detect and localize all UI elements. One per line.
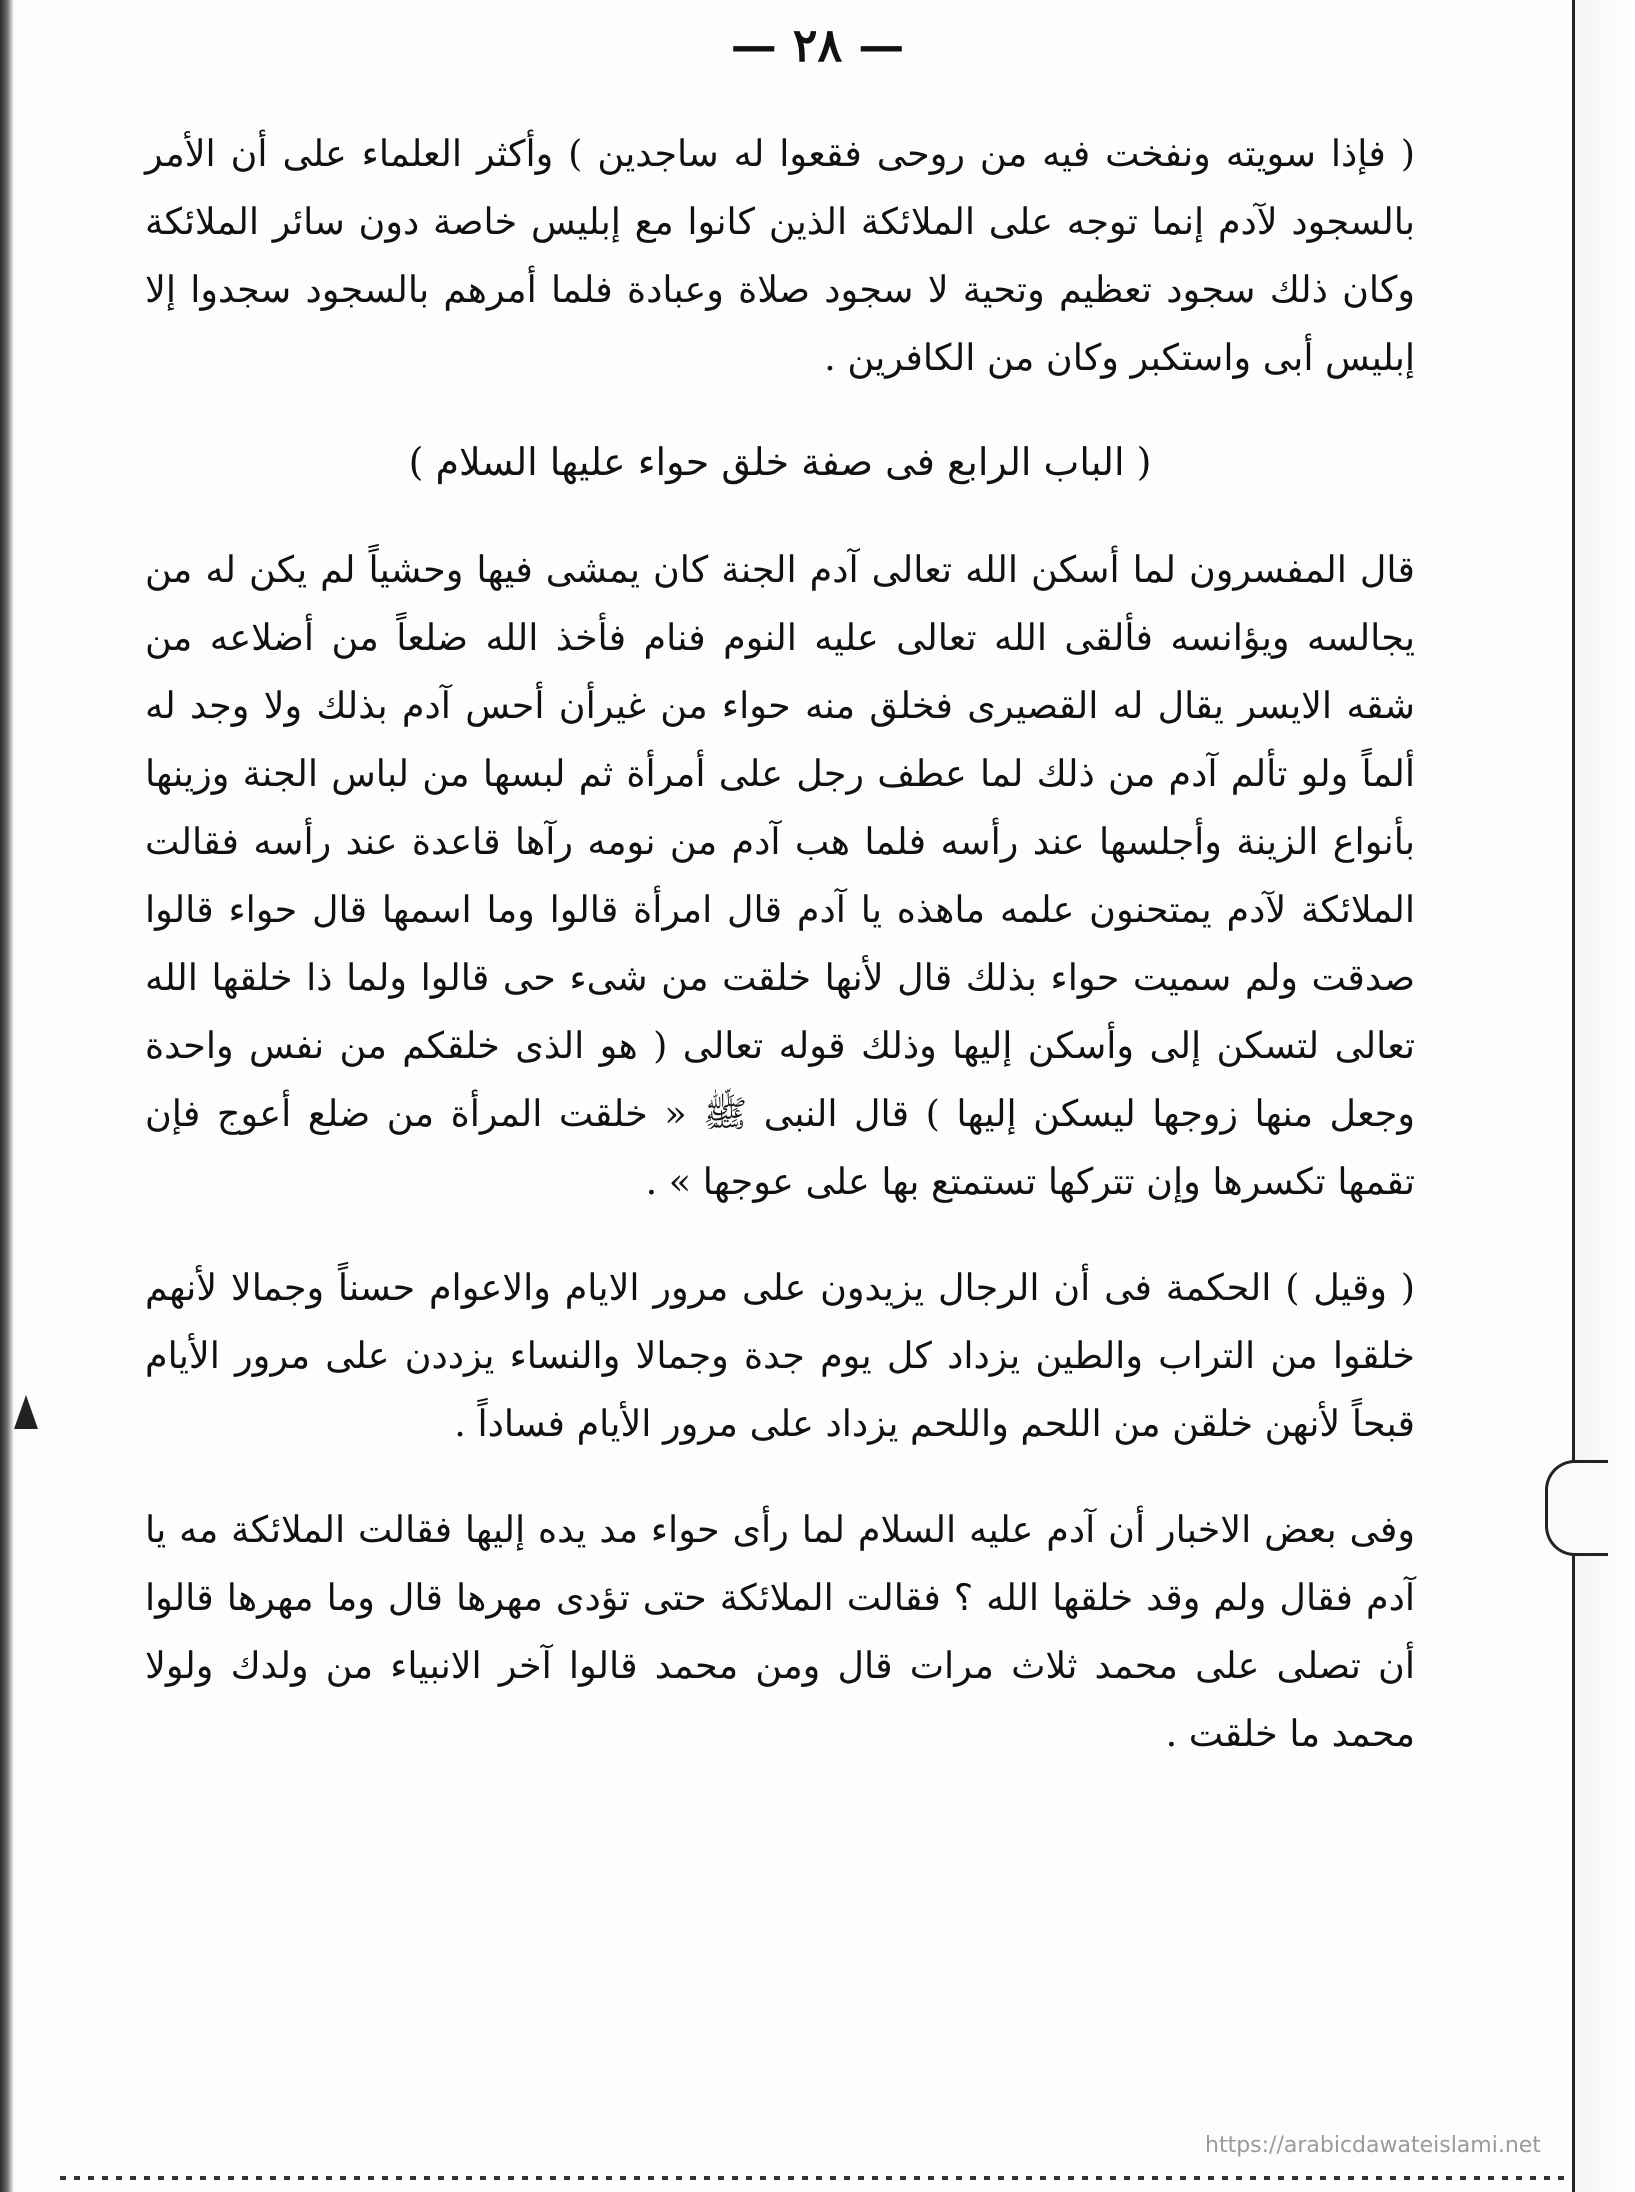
paragraph-wisdom: ( وقيل ) الحكمة فى أن الرجال يزيدون على مرور الايام والاعوام حسناً وجمالا لأنهم خلقوا من التراب والطين يزداد كل يوم جدة وجمالا والنساء يزددن على مرور الأيام قبحاً لأنهن خلقن من اللحم واللحم يزداد على مرور الأيام فساداً .	[145, 1266, 1415, 1445]
page-body	[145, 120, 1415, 1768]
page-number: — ٢٨ —	[730, 18, 905, 72]
paragraph-dowry: وفى بعض الاخبار أن آدم عليه السلام لما رأى حواء مد يده إليها فقالت الملائكة مه يا آدم فقال ولم وقد خلقها الله ؟ فقالت الملائكة حتى تؤدى مهرها قال وما مهرها قالوا أن تصلى على محمد ثلاث مرات قال ومن محمد قالوا آخر الانبياء من ولدك ولولا محمد ما خلقت .	[145, 1508, 1415, 1755]
paragraph-intro: ( فإذا سويته ونفخت فيه من روحى فقعوا له ساجدين ) وأكثر العلماء على أن الأمر بالسجود لآدم إنما توجه على الملائكة الذين كانوا مع إبليس خاصة دون سائر الملائكة وكان ذلك سجود تعظيم وتحية لا سجود صلاة وعبادة فلما أمرهم بالسجود سجدوا إلا إبليس أبى واستكبر وكان من الكافرين .	[145, 132, 1415, 379]
book-gutter-shadow	[0, 0, 14, 2192]
paragraph-creation-of-hawwa: قال المفسرون لما أسكن الله تعالى آدم الجنة كان يمشى فيها وحشياً لم يكن له من يجالسه ويؤانسه فألقى الله تعالى عليه النوم فنام فأخذ الله ضلعاً من أضلاعه من شقه الايسر يقال له القصيرى فخلق منه حواء من غيرأن أحس آدم بذلك ولا وجد له ألماً ولو تألم آدم من ذلك لما عطف رجل على أمرأة ثم لبسها من لباس الجنة وزينها بأنواع الزينة وأجلسها عند رأسه فلما هب آدم من نومه رآها قاعدة عند رأسه فقالت الملائكة لآدم يمتحنون علمه ماهذه يا آدم قال امرأة قالوا وما اسمها قال حواء قالوا صدقت ولم سميت حواء بذلك قال لأنها خلقت من شىء حى قالوا ولما ذا خلقها الله تعالى لتسكن إلى وأسكن إليها وذلك قوله تعالى ( هو الذى خلقكم من نفس واحدة وجعل منها زوجها ليسكن إليها ) قال النبى ﷺ « خلقت المرأة من ضلع أعوج فإن تقمها تكسرها وإن تتركها تستمتع بها على عوجها » .	[145, 548, 1415, 1203]
chapter-heading: ( الباب الرابع فى صفة خلق حواء عليها السلام )	[408, 440, 1152, 484]
page-edge-tab	[1545, 1460, 1608, 1556]
page-edge-right	[1572, 0, 1635, 2192]
source-watermark: https://arabicdawateislami.net	[1205, 2133, 1541, 2158]
margin-arrow-icon	[14, 1395, 38, 1429]
bottom-border-rule	[60, 2176, 1565, 2180]
